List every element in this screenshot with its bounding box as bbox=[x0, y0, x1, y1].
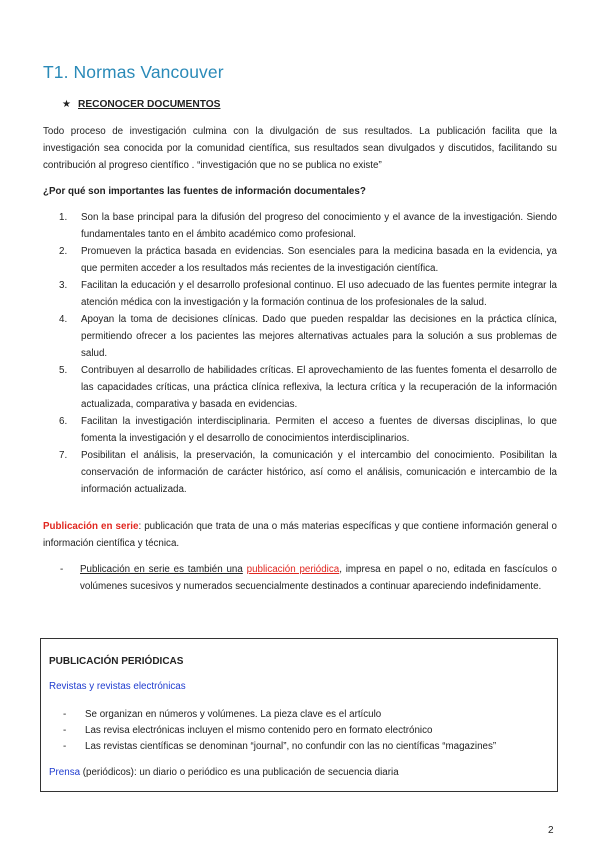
list-item-number: 1. bbox=[59, 212, 68, 223]
list-item-text: Posibilitan el análisis, la preservación, la comunicación y el intercambio del conocimiento. Posibilitan la conservación de información de carácter histórico, así como el análisis, comunicación e intercambio de la información actualizada. bbox=[81, 450, 557, 495]
dash-bullet: - bbox=[63, 741, 67, 752]
list-item-text: Las revisa electrónicas incluyen el mismo contenido pero en formato electrónico bbox=[85, 725, 433, 736]
list-item bbox=[43, 413, 557, 447]
list-item bbox=[43, 447, 557, 498]
list-item bbox=[63, 739, 496, 755]
section-heading-text: RECONOCER DOCUMENTOS bbox=[78, 99, 221, 110]
prensa-text: (periódicos): un diario o periódico es una publicación de secuencia diaria bbox=[80, 767, 399, 778]
box-subheading: Revistas y revistas electrónicas bbox=[49, 681, 186, 692]
list-item bbox=[63, 723, 496, 739]
page-number: 2 bbox=[548, 825, 554, 836]
list-item bbox=[43, 362, 557, 413]
list-item-number: 6. bbox=[59, 416, 68, 427]
serie-note-lead: Publicación en serie es también una bbox=[80, 564, 243, 575]
list-item-text: Apoyan la toma de decisiones clínicas. Dado que pueden respaldar las decisiones en la práctica clínica, permitiendo ofrecer a los pacientes las mejores alternativas actuales para la solución a sus problemas de salud. bbox=[81, 314, 557, 359]
serie-note-rest: , impresa en papel o no, editada en fascículos o volúmenes sucesivos y numerados secuencialmente destinados a continuar apareciendo indefinidamente. bbox=[80, 564, 558, 592]
list-item-text: Facilitan la investigación interdisciplinaria. Permiten el acceso a fuentes de diversas disciplinas, lo que fomenta la investigación y el desarrollo de conocimientos interdisciplinarios. bbox=[81, 416, 557, 444]
prensa-line bbox=[49, 767, 399, 778]
serie-definition bbox=[43, 518, 557, 552]
list-item-text: Las revistas científicas se denominan “journal”, no confundir con las no científicas “magazines” bbox=[85, 741, 497, 752]
dash-bullet: - bbox=[60, 564, 64, 575]
box-heading: PUBLICACIÓN PERIÓDICAS bbox=[49, 656, 184, 667]
dash-bullet: - bbox=[63, 725, 67, 736]
serie-note bbox=[60, 561, 557, 595]
list-item-text: Se organizan en números y volúmenes. La pieza clave es el artículo bbox=[85, 709, 382, 720]
list-item-number: 7. bbox=[59, 450, 68, 461]
star-bullet-icon: ★ bbox=[62, 99, 71, 110]
list-item-text: Facilitan la educación y el desarrollo profesional continuo. El uso adecuado de las fuentes permite integrar la atención médica con la investigación y la formación continua de los profesionales de la salud. bbox=[81, 280, 557, 308]
serie-term: Publicación en serie bbox=[43, 521, 139, 532]
periodicas-box bbox=[40, 638, 558, 792]
list-item bbox=[43, 243, 557, 277]
intro-paragraph: Todo proceso de investigación culmina con la divulgación de sus resultados. La publicación facilita que la investigación sea conocida por la comunidad científica, sus resultados sean divulgados y discutidos, facilitando su contribución al progreso científico . “investigación que no se publica no existe” bbox=[43, 126, 557, 171]
list-item-text: Son la base principal para la difusión del progreso del conocimiento y el avance de la investigación. Siendo fundamentales tanto en el ámbito académico como profesional. bbox=[81, 212, 557, 240]
serie-definition-text: : publicación que trata de una o más materias específicas y que contiene información general o información científica y técnica. bbox=[43, 521, 557, 549]
list-item-number: 2. bbox=[59, 246, 68, 257]
list-item bbox=[43, 209, 557, 243]
dash-bullet: - bbox=[63, 709, 67, 720]
reasons-list bbox=[43, 209, 557, 498]
list-item-number: 3. bbox=[59, 280, 68, 291]
question-heading: ¿Por qué son importantes las fuentes de información documentales? bbox=[43, 186, 366, 197]
list-item-number: 5. bbox=[59, 365, 68, 376]
list-item-text: Promueven la práctica basada en evidencias. Son esenciales para la medicina basada en la evidencia, ya que permiten acceder a los resultados más recientes de la investigación científica. bbox=[81, 246, 557, 274]
list-item bbox=[63, 707, 496, 723]
list-item bbox=[43, 277, 557, 311]
box-list bbox=[63, 707, 496, 755]
periodica-link[interactable]: publicación periódica bbox=[246, 564, 340, 575]
prensa-term: Prensa bbox=[49, 767, 81, 778]
list-item-text: Contribuyen al desarrollo de habilidades críticas. El aprovechamiento de las fuentes fomenta el desarrollo de las capacidades críticas, una práctica clínica reflexiva, la lectura crítica y la recuperación de la información actualizada, comparativa y basada en evidencias. bbox=[81, 365, 557, 410]
list-item bbox=[43, 311, 557, 362]
page-title: T1. Normas Vancouver bbox=[43, 62, 224, 82]
list-item-number: 4. bbox=[59, 314, 68, 325]
